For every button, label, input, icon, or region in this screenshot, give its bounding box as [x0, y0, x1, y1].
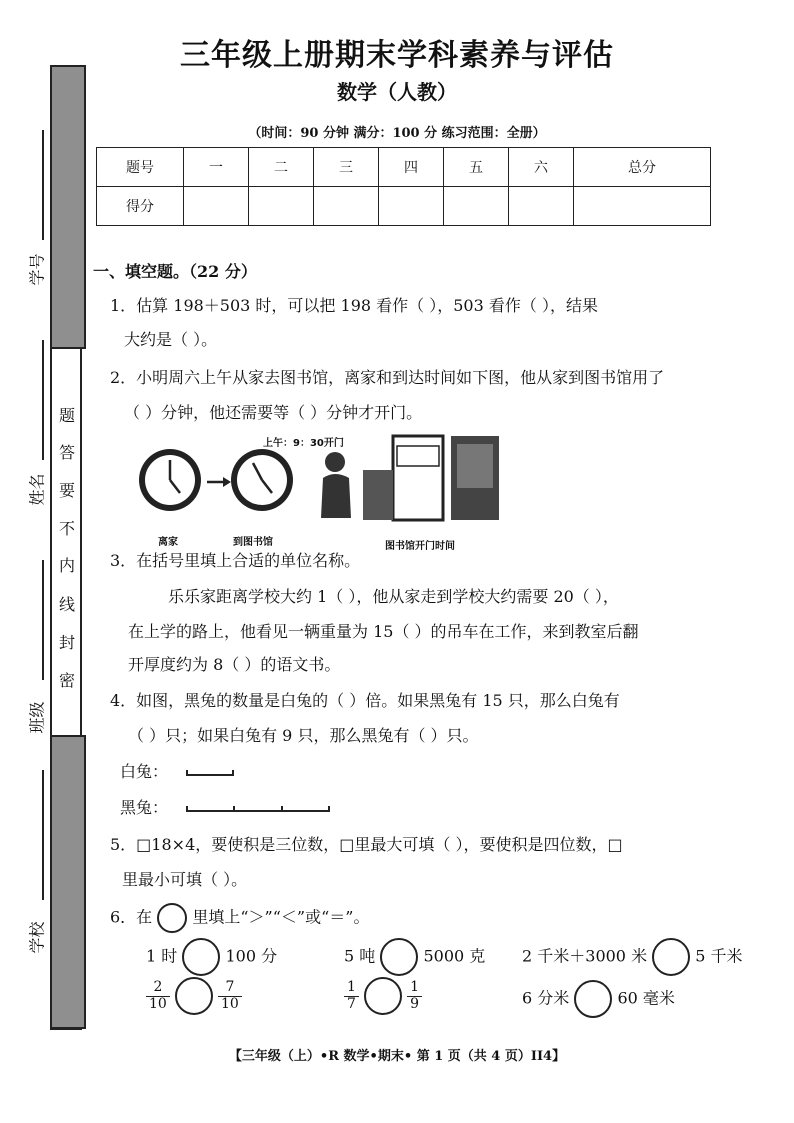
segment-tick	[281, 806, 283, 812]
library-sign: 上午：9：30开门	[263, 438, 344, 449]
seal-char: 线	[58, 595, 75, 614]
person-icon	[321, 452, 351, 518]
table-header-cell: 五	[444, 148, 509, 187]
seal-char: 要	[58, 481, 75, 500]
question-1-line-1: 1．估算 198＋503 时，可以把 198 看作（ ），503 看作（ ），结果	[110, 296, 598, 315]
name-label: 姓名	[27, 473, 47, 506]
class-label: 班级	[27, 701, 47, 734]
score-cell[interactable]	[314, 187, 379, 226]
fraction: $\frac{2}{10}$	[146, 980, 170, 1012]
question-2-line-1: 2．小明周六上午从家去图书馆，离家和到达时间如下图，他从家到图书馆用了	[110, 368, 665, 387]
compare-item	[344, 977, 422, 1015]
question-6-text-a: 6．在	[110, 907, 153, 927]
compare-circle[interactable]	[175, 977, 213, 1015]
seal-char: 密	[58, 671, 75, 690]
name-line	[42, 340, 44, 460]
school-label: 学校	[27, 921, 47, 954]
question-4-line-2: （ ）只；如果白兔有 9 只，那么黑兔有（ ）只。	[128, 726, 479, 745]
table-row	[97, 148, 711, 187]
score-cell[interactable]	[574, 187, 711, 226]
page-footer: 【三年级（上）•R 数学•期末• 第 1 页（共 4 页）II4】	[228, 1049, 566, 1064]
seal-char: 封	[58, 633, 75, 652]
page-subtitle: 数学（人教）	[337, 80, 457, 104]
question-2-line-2: （ ）分钟，他还需要等（ ）分钟才开门。	[124, 403, 423, 422]
section-heading: 一、填空题。（22 分）	[93, 262, 257, 281]
question-3-line-4: 开厚度约为 8（ ）的语文书。	[128, 655, 341, 674]
student-no-line	[42, 130, 44, 240]
caption-leave: 离家	[158, 537, 178, 548]
score-cell[interactable]	[379, 187, 444, 226]
question-6-text-b: 里填上“＞”“＜”或“＝”。	[192, 907, 370, 927]
score-cell[interactable]	[444, 187, 509, 226]
white-rabbit-segment	[186, 770, 234, 776]
table-row	[97, 187, 711, 226]
caption-arrive: 到图书馆	[233, 537, 273, 548]
compare-item: 2 千米＋3000 米 5 千米	[522, 938, 743, 976]
exam-info: （时间：90 分钟 满分：100 分 练习范围：全册）	[248, 126, 546, 141]
table-header-cell: 一	[184, 148, 249, 187]
fraction: $\frac{1}{9}$	[407, 980, 422, 1012]
binding-bar-top	[50, 65, 86, 349]
question-3-line-3: 在上学的路上，他看见一辆重量为 15（ ）的吊车在工作，来到教室后翻	[128, 622, 639, 641]
question-6-prompt	[110, 903, 369, 933]
seal-char: 答	[58, 443, 75, 462]
table-header-cell: 题号	[97, 148, 184, 187]
caption-open: 图书馆开门时间	[385, 541, 455, 552]
seal-char: 内	[58, 556, 75, 575]
fraction: $\frac{1}{7}$	[344, 980, 359, 1012]
table-header-cell: 三	[314, 148, 379, 187]
score-cell[interactable]	[509, 187, 574, 226]
student-no-label: 学号	[27, 253, 47, 286]
seal-char: 不	[58, 519, 75, 538]
compare-circle[interactable]	[652, 938, 690, 976]
compare-circle[interactable]	[380, 938, 418, 976]
question-4-line-1: 4．如图，黑兔的数量是白兔的（ ）倍。如果黑兔有 15 只，那么白兔有	[110, 691, 620, 710]
table-header-cell: 六	[509, 148, 574, 187]
circle-icon	[157, 903, 187, 933]
compare-item: 5 吨 5000 克	[344, 938, 485, 976]
table-row-label: 得分	[97, 187, 184, 226]
segment-tick	[233, 806, 235, 812]
clock-icon-arrive	[231, 449, 293, 511]
page-title: 三年级上册期末学科素养与评估	[180, 38, 614, 73]
seal-char: 题	[58, 406, 75, 425]
question-5-line-1: 5．□18×4，要使积是三位数，□里最大可填（ ），要使积是四位数，□	[110, 835, 623, 854]
table-header-cell: 总分	[574, 148, 711, 187]
school-line	[42, 770, 44, 900]
compare-circle[interactable]	[364, 977, 402, 1015]
table-header-cell: 四	[379, 148, 444, 187]
binding-bar-bottom	[50, 735, 86, 1029]
class-line	[42, 560, 44, 680]
question-3-line-1: 3．在括号里填上合适的单位名称。	[110, 551, 361, 570]
compare-item	[146, 977, 242, 1015]
fraction: $\frac{7}{10}$	[218, 980, 242, 1012]
question-3-line-2: 乐乐家距离学校大约 1（ ），他从家走到学校大约需要 20（ ），	[168, 587, 619, 606]
white-rabbit-label: 白兔：	[120, 762, 169, 781]
score-table	[96, 147, 711, 226]
black-rabbit-label: 黑兔：	[120, 798, 169, 817]
clock-icon-leave	[139, 449, 201, 511]
compare-circle[interactable]	[182, 938, 220, 976]
score-cell[interactable]	[184, 187, 249, 226]
library-door-icon	[363, 436, 499, 520]
black-rabbit-segment	[186, 806, 330, 812]
question-5-line-2: 里最小可填（ ）。	[122, 870, 248, 889]
question-1-line-2: 大约是（ ）。	[124, 330, 218, 349]
score-cell[interactable]	[249, 187, 314, 226]
compare-item: 6 分米 60 毫米	[522, 980, 675, 1018]
compare-item: 1 时 100 分	[146, 938, 277, 976]
table-header-cell: 二	[249, 148, 314, 187]
compare-circle[interactable]	[574, 980, 612, 1018]
